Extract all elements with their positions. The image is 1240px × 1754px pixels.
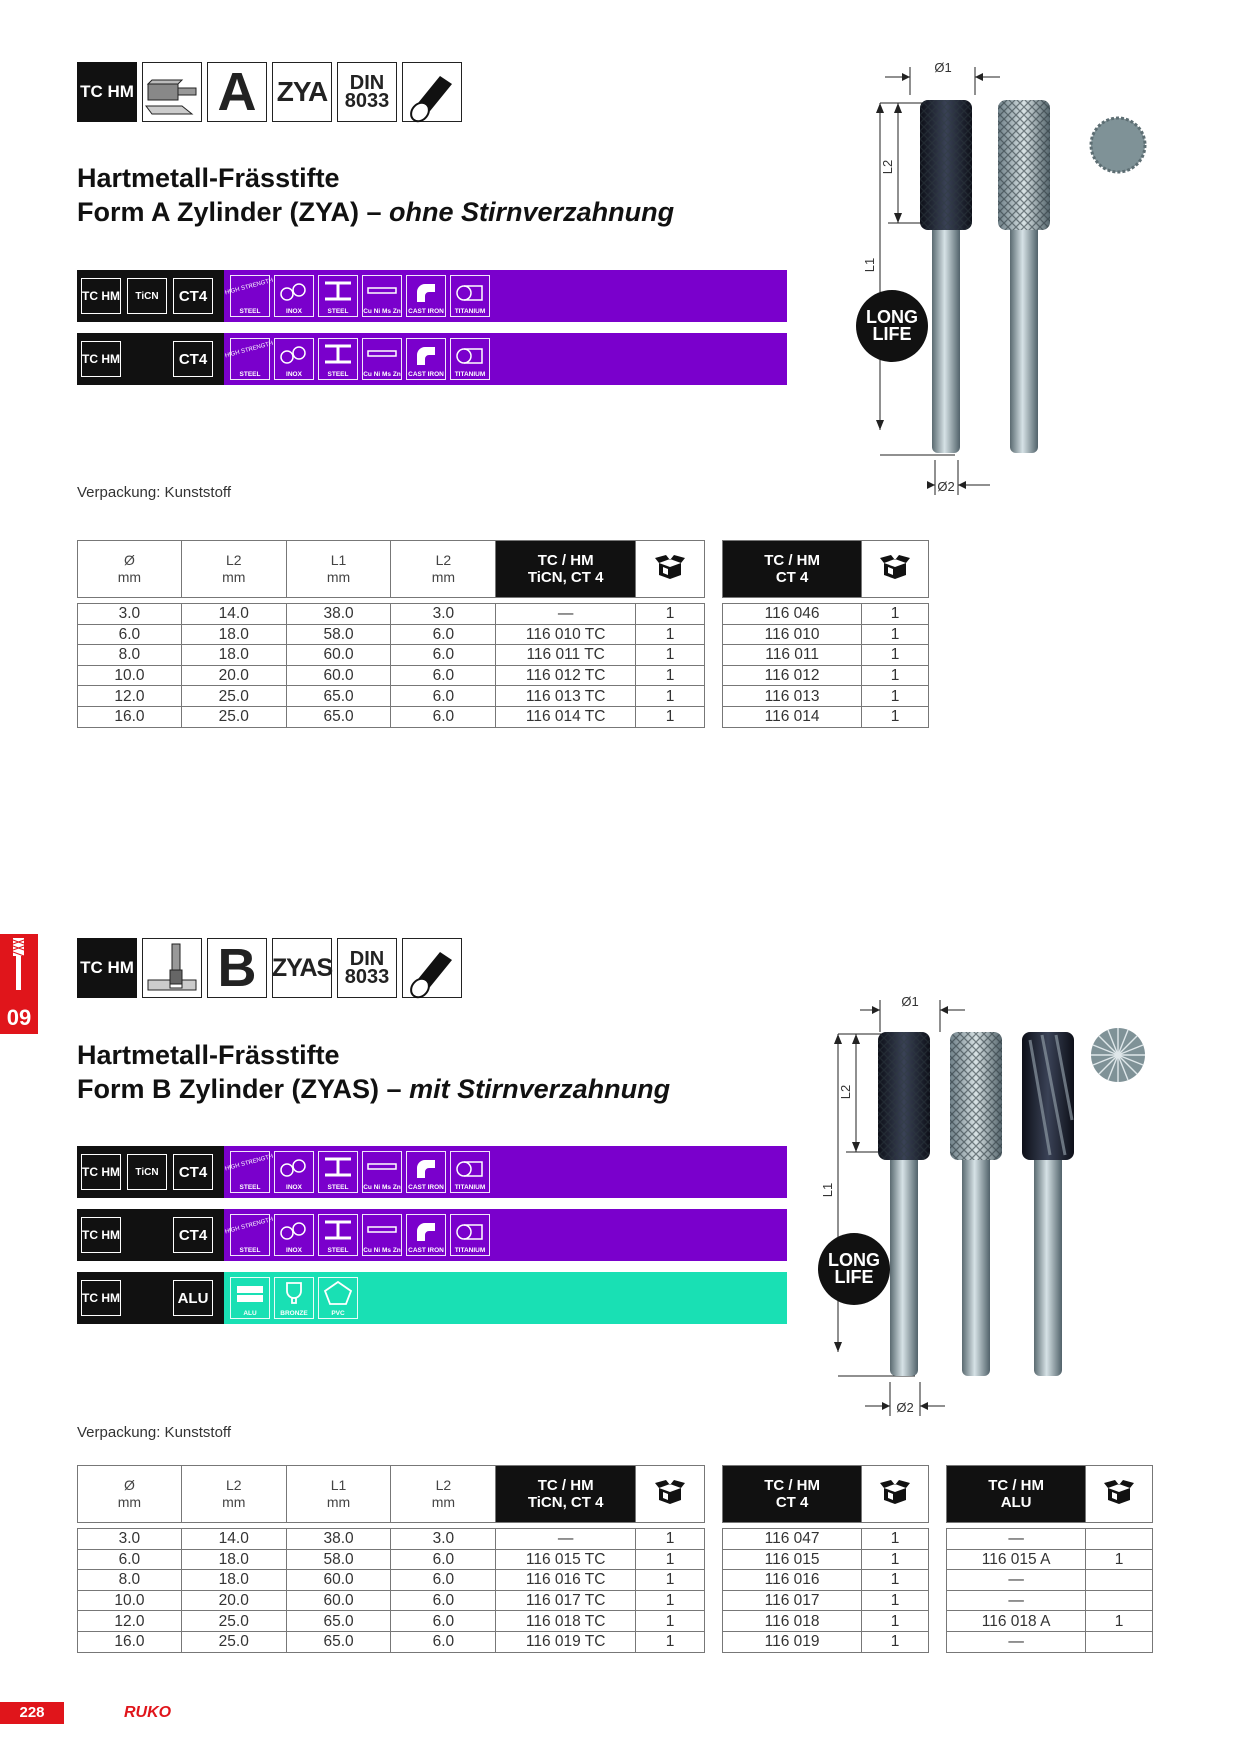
table-cell: 38.0	[286, 1529, 391, 1550]
shape-letter-icon: A	[207, 62, 267, 122]
table-row	[78, 706, 705, 727]
package-icon	[1086, 1466, 1153, 1523]
table-cell: —	[947, 1570, 1086, 1591]
inox-icon: INOX	[274, 338, 314, 380]
steel-beam-icon: STEEL	[318, 338, 358, 380]
tc-hm-label: TC HM	[81, 341, 121, 377]
table-cell: 6.0	[391, 1611, 496, 1632]
package-icon	[862, 1466, 929, 1523]
table-cell: 1	[1086, 1611, 1153, 1632]
table-row	[78, 624, 705, 645]
table-cell: 1	[636, 624, 705, 645]
table-cell: 25.0	[181, 686, 286, 707]
table-cell	[1086, 1570, 1153, 1591]
table-cell: 25.0	[181, 706, 286, 727]
table-row	[947, 1611, 1153, 1632]
table-cell: 6.0	[391, 1570, 496, 1591]
table-cell: 116 017 TC	[496, 1590, 636, 1611]
material-bar	[77, 1272, 787, 1324]
table-cell: 58.0	[286, 624, 391, 645]
col-l1: L1 mm	[286, 1466, 391, 1523]
table-cell: 116 017	[723, 1590, 862, 1611]
alu-icon: ALU	[230, 1277, 270, 1319]
steel-beam-icon: STEEL	[318, 1214, 358, 1256]
table-cell: 1	[862, 1590, 929, 1611]
section-a-material-bars	[77, 270, 787, 385]
section-b-product-image	[820, 990, 1160, 1440]
pvc-icon: PVC	[318, 1277, 358, 1319]
section-a-icon-row	[77, 62, 462, 122]
table-cell: 1	[862, 1549, 929, 1570]
table-cell: 116 013 TC	[496, 686, 636, 707]
svg-text:HIGH STRENGTH: HIGH STRENGTH	[224, 1153, 274, 1173]
table-row	[947, 1549, 1153, 1570]
table-row	[947, 1590, 1153, 1611]
dim-d2: Ø2	[896, 1400, 914, 1415]
table-cell: 6.0	[391, 686, 496, 707]
table-cell: 38.0	[286, 604, 391, 625]
package-icon	[636, 1466, 705, 1523]
table-cell: 116 013	[723, 686, 862, 707]
tc-hm-icon: TC HM	[77, 62, 137, 122]
tc-hm-label: TC HM	[81, 1154, 121, 1190]
copper-icon: Cu Ni Ms Zn	[362, 1214, 402, 1256]
table-row	[78, 686, 705, 707]
table-cell: 18.0	[181, 1549, 286, 1570]
table-cell: 1	[636, 665, 705, 686]
page-number: 228	[0, 1702, 64, 1724]
cast-iron-icon: CAST IRON	[406, 1214, 446, 1256]
table-cell: 12.0	[78, 686, 182, 707]
dim-d1: Ø1	[934, 60, 952, 75]
copper-icon: Cu Ni Ms Zn	[362, 1151, 402, 1193]
steel-icon: HIGH STRENGTH STEEL	[230, 275, 270, 317]
table-cell: 116 015	[723, 1549, 862, 1570]
table-cell: 65.0	[286, 706, 391, 727]
col-l2: L2 mm	[181, 541, 286, 598]
section-a-product-image	[860, 55, 1160, 505]
inox-icon: INOX	[274, 275, 314, 317]
table-cell: 1	[636, 1631, 705, 1652]
table-cell: 116 018	[723, 1611, 862, 1632]
table-cell: 20.0	[181, 665, 286, 686]
dim-l2: L2	[838, 1084, 853, 1100]
din-icon: DIN 8033	[337, 938, 397, 998]
grade-label: ALU	[173, 1280, 213, 1316]
col-l2: L2 mm	[181, 1466, 286, 1523]
coating-label: TiCN	[127, 278, 167, 314]
table-cell: 116 019 TC	[496, 1631, 636, 1652]
grade-label: CT4	[173, 1154, 213, 1190]
grade-label: CT4	[173, 278, 213, 314]
dim-d1: Ø1	[901, 994, 919, 1009]
steel-beam-icon: STEEL	[318, 275, 358, 317]
table-cell: 6.0	[391, 1590, 496, 1611]
table-cell: 1	[636, 1570, 705, 1591]
tc-hm-label: TC HM	[81, 278, 121, 314]
table-row	[78, 1529, 705, 1550]
tc-hm-label: TC HM	[81, 1217, 121, 1253]
section-a-table-ticn	[77, 540, 705, 728]
table-cell: 12.0	[78, 1611, 182, 1632]
table-row	[723, 1611, 929, 1632]
table-cell: 1	[862, 1611, 929, 1632]
section-b-table-ticn	[77, 1465, 705, 1653]
table-cell: 10.0	[78, 1590, 182, 1611]
section-b-table-ticn-body	[78, 1529, 705, 1653]
tc-hm-label: TC HM	[81, 1280, 121, 1316]
section-b-table-ct4-body	[723, 1529, 929, 1653]
col-article-ticn: TC / HM TiCN, CT 4	[496, 1466, 636, 1523]
table-cell: 6.0	[78, 1549, 182, 1570]
table-cell: 116 047	[723, 1529, 862, 1550]
section-b-material-bars	[77, 1146, 787, 1324]
shape-code-icon: ZYA	[272, 62, 332, 122]
table-cell: 116 010 TC	[496, 624, 636, 645]
table-cell: 16.0	[78, 1631, 182, 1652]
table-cell: —	[947, 1590, 1086, 1611]
table-row	[723, 686, 929, 707]
table-cell: 1	[862, 1631, 929, 1652]
table-cell: 1	[862, 686, 929, 707]
dim-l1: L1	[820, 1182, 835, 1198]
table-cell: 1	[862, 624, 929, 645]
col-article-ct4: TC / HM CT 4	[723, 1466, 862, 1523]
burr-tool-icon	[142, 938, 202, 998]
din-icon: DIN 8033	[337, 62, 397, 122]
table-cell: 3.0	[391, 604, 496, 625]
table-cell	[1086, 1631, 1153, 1652]
shape-code-icon: ZYAS	[272, 938, 332, 998]
table-cell: —	[496, 604, 636, 625]
table-cell: 6.0	[391, 624, 496, 645]
svg-text:HIGH STRENGTH: HIGH STRENGTH	[224, 1216, 274, 1236]
col-diameter: Ø mm	[78, 541, 182, 598]
table-cell: 65.0	[286, 686, 391, 707]
table-row	[78, 604, 705, 625]
steel-icon: HIGH STRENGTH STEEL	[230, 1214, 270, 1256]
table-row	[78, 645, 705, 666]
table-row	[723, 1590, 929, 1611]
table-row	[723, 1529, 929, 1550]
table-cell: 116 015 TC	[496, 1549, 636, 1570]
table-cell: 60.0	[286, 1570, 391, 1591]
dim-d2: Ø2	[937, 479, 955, 494]
table-cell: 14.0	[181, 1529, 286, 1550]
cast-iron-icon: CAST IRON	[406, 1151, 446, 1193]
table-cell: 65.0	[286, 1631, 391, 1652]
table-cell: 1	[636, 706, 705, 727]
table-row	[78, 1570, 705, 1591]
cast-iron-icon: CAST IRON	[406, 338, 446, 380]
cast-iron-icon: CAST IRON	[406, 275, 446, 317]
material-bar	[77, 1146, 787, 1198]
long-life-badge: LONG LIFE	[818, 1233, 890, 1305]
burr-icon	[0, 934, 38, 992]
table-cell: 116 046	[723, 604, 862, 625]
long-life-badge: LONG LIFE	[856, 290, 928, 362]
table-cell: 3.0	[391, 1529, 496, 1550]
table-cell: 10.0	[78, 665, 182, 686]
table-cell: 1	[862, 1529, 929, 1550]
copper-icon: Cu Ni Ms Zn	[362, 338, 402, 380]
col-article-ticn: TC / HM TiCN, CT 4	[496, 541, 636, 598]
material-bar	[77, 333, 787, 385]
table-cell: 16.0	[78, 706, 182, 727]
section-b-table-alu-body	[947, 1529, 1153, 1653]
grade-label: CT4	[173, 341, 213, 377]
table-cell: 116 016 TC	[496, 1570, 636, 1591]
table-cell: 116 010	[723, 624, 862, 645]
table-row	[723, 1631, 929, 1652]
table-cell: 18.0	[181, 1570, 286, 1591]
table-cell: 18.0	[181, 645, 286, 666]
steel-icon: HIGH STRENGTH STEEL	[230, 1151, 270, 1193]
table-cell: 116 014 TC	[496, 706, 636, 727]
shape-letter-icon: B	[207, 938, 267, 998]
table-cell: —	[496, 1529, 636, 1550]
table-cell: 8.0	[78, 1570, 182, 1591]
col-l1: L1 mm	[286, 541, 391, 598]
table-cell: 14.0	[181, 604, 286, 625]
table-cell: 1	[862, 706, 929, 727]
titanium-icon: TITANIUM	[450, 1214, 490, 1256]
table-cell: 1	[636, 645, 705, 666]
table-cell: 3.0	[78, 1529, 182, 1550]
table-row	[947, 1631, 1153, 1652]
svg-text:HIGH STRENGTH: HIGH STRENGTH	[224, 277, 274, 297]
table-row	[723, 1549, 929, 1570]
section-b-icon-row	[77, 938, 462, 998]
material-bar	[77, 1209, 787, 1261]
table-row	[947, 1570, 1153, 1591]
table-row	[723, 665, 929, 686]
table-cell: 1	[862, 1570, 929, 1591]
titanium-icon: TITANIUM	[450, 1151, 490, 1193]
inox-icon: INOX	[274, 1214, 314, 1256]
table-cell: —	[947, 1631, 1086, 1652]
dim-l1: L1	[862, 257, 877, 273]
table-cell: 1	[862, 645, 929, 666]
table-cell: 116 018 A	[947, 1611, 1086, 1632]
table-cell: 6.0	[391, 706, 496, 727]
copper-icon: Cu Ni Ms Zn	[362, 275, 402, 317]
table-cell: 116 014	[723, 706, 862, 727]
grade-label: CT4	[173, 1217, 213, 1253]
table-cell: 116 019	[723, 1631, 862, 1652]
table-cell: 60.0	[286, 665, 391, 686]
table-cell: 1	[862, 604, 929, 625]
steel-icon: HIGH STRENGTH STEEL	[230, 338, 270, 380]
section-a-packaging: Verpackung: Kunststoff	[77, 484, 231, 501]
table-cell	[1086, 1529, 1153, 1550]
table-cell: 3.0	[78, 604, 182, 625]
section-a-table-ticn-body	[78, 604, 705, 728]
section-a-table-ct4	[722, 540, 929, 728]
package-icon	[636, 541, 705, 598]
cylinder-shank-icon	[402, 62, 462, 122]
section-a-table-ct4-body	[723, 604, 929, 728]
table-row	[723, 604, 929, 625]
cylinder-shank-icon	[402, 938, 462, 998]
col-l2-shank: L2 mm	[391, 1466, 496, 1523]
package-icon	[862, 541, 929, 598]
table-cell: 60.0	[286, 1590, 391, 1611]
section-b-table-ct4	[722, 1465, 929, 1653]
table-cell: 116 012	[723, 665, 862, 686]
table-cell: 1	[636, 1549, 705, 1570]
col-article-ct4: TC / HM CT 4	[723, 541, 862, 598]
burr-tool-icon	[142, 62, 202, 122]
table-cell: 1	[636, 686, 705, 707]
table-cell: 6.0	[391, 665, 496, 686]
table-cell: 116 011	[723, 645, 862, 666]
table-cell: 1	[636, 1529, 705, 1550]
table-cell: 1	[636, 1611, 705, 1632]
chapter-number: 09	[6, 1005, 32, 1030]
table-cell	[1086, 1590, 1153, 1611]
table-cell: 60.0	[286, 645, 391, 666]
table-row	[78, 1549, 705, 1570]
table-cell: 116 015 A	[947, 1549, 1086, 1570]
table-cell: 1	[1086, 1549, 1153, 1570]
table-row	[78, 665, 705, 686]
table-cell: 1	[636, 1590, 705, 1611]
table-cell: 116 012 TC	[496, 665, 636, 686]
steel-beam-icon: STEEL	[318, 1151, 358, 1193]
inox-icon: INOX	[274, 1151, 314, 1193]
brand-logo: RUKO	[124, 1704, 172, 1721]
section-b-title: Hartmetall-Frässtifte Form B Zylinder (ZYAS) – mit Stirnverzahnung	[77, 1040, 671, 1104]
table-row	[78, 1631, 705, 1652]
tc-hm-icon: TC HM	[77, 938, 137, 998]
section-a-title: Hartmetall-Frässtifte Form A Zylinder (ZYA) – ohne Stirnverzahnung	[77, 163, 675, 227]
svg-text:HIGH STRENGTH: HIGH STRENGTH	[224, 340, 274, 360]
table-cell: 58.0	[286, 1549, 391, 1570]
col-article-alu: TC / HM ALU	[947, 1466, 1086, 1523]
table-row	[723, 706, 929, 727]
titanium-icon: TITANIUM	[450, 338, 490, 380]
table-row	[723, 1570, 929, 1591]
table-cell: 116 011 TC	[496, 645, 636, 666]
table-cell: 6.0	[78, 624, 182, 645]
table-cell: 1	[862, 665, 929, 686]
coating-label: TiCN	[127, 1154, 167, 1190]
table-cell: 6.0	[391, 1549, 496, 1570]
table-cell: 6.0	[391, 1631, 496, 1652]
col-diameter: Ø mm	[78, 1466, 182, 1523]
table-cell: 25.0	[181, 1611, 286, 1632]
table-cell: 25.0	[181, 1631, 286, 1652]
table-cell: —	[947, 1529, 1086, 1550]
table-cell: 8.0	[78, 645, 182, 666]
table-cell: 20.0	[181, 1590, 286, 1611]
table-cell: 65.0	[286, 1611, 391, 1632]
chapter-tab[interactable]	[0, 934, 38, 1034]
titanium-icon: TITANIUM	[450, 275, 490, 317]
table-row	[723, 624, 929, 645]
section-b-packaging: Verpackung: Kunststoff	[77, 1424, 231, 1441]
table-row	[723, 645, 929, 666]
table-row	[78, 1611, 705, 1632]
table-cell: 116 016	[723, 1570, 862, 1591]
dim-l2: L2	[880, 159, 895, 175]
table-row	[947, 1529, 1153, 1550]
table-cell: 116 018 TC	[496, 1611, 636, 1632]
material-bar	[77, 270, 787, 322]
col-l2-shank: L2 mm	[391, 541, 496, 598]
table-cell: 6.0	[391, 645, 496, 666]
table-row	[78, 1590, 705, 1611]
table-cell: 1	[636, 604, 705, 625]
table-cell: 18.0	[181, 624, 286, 645]
bronze-icon: BRONZE	[274, 1277, 314, 1319]
section-b-table-alu	[946, 1465, 1153, 1653]
